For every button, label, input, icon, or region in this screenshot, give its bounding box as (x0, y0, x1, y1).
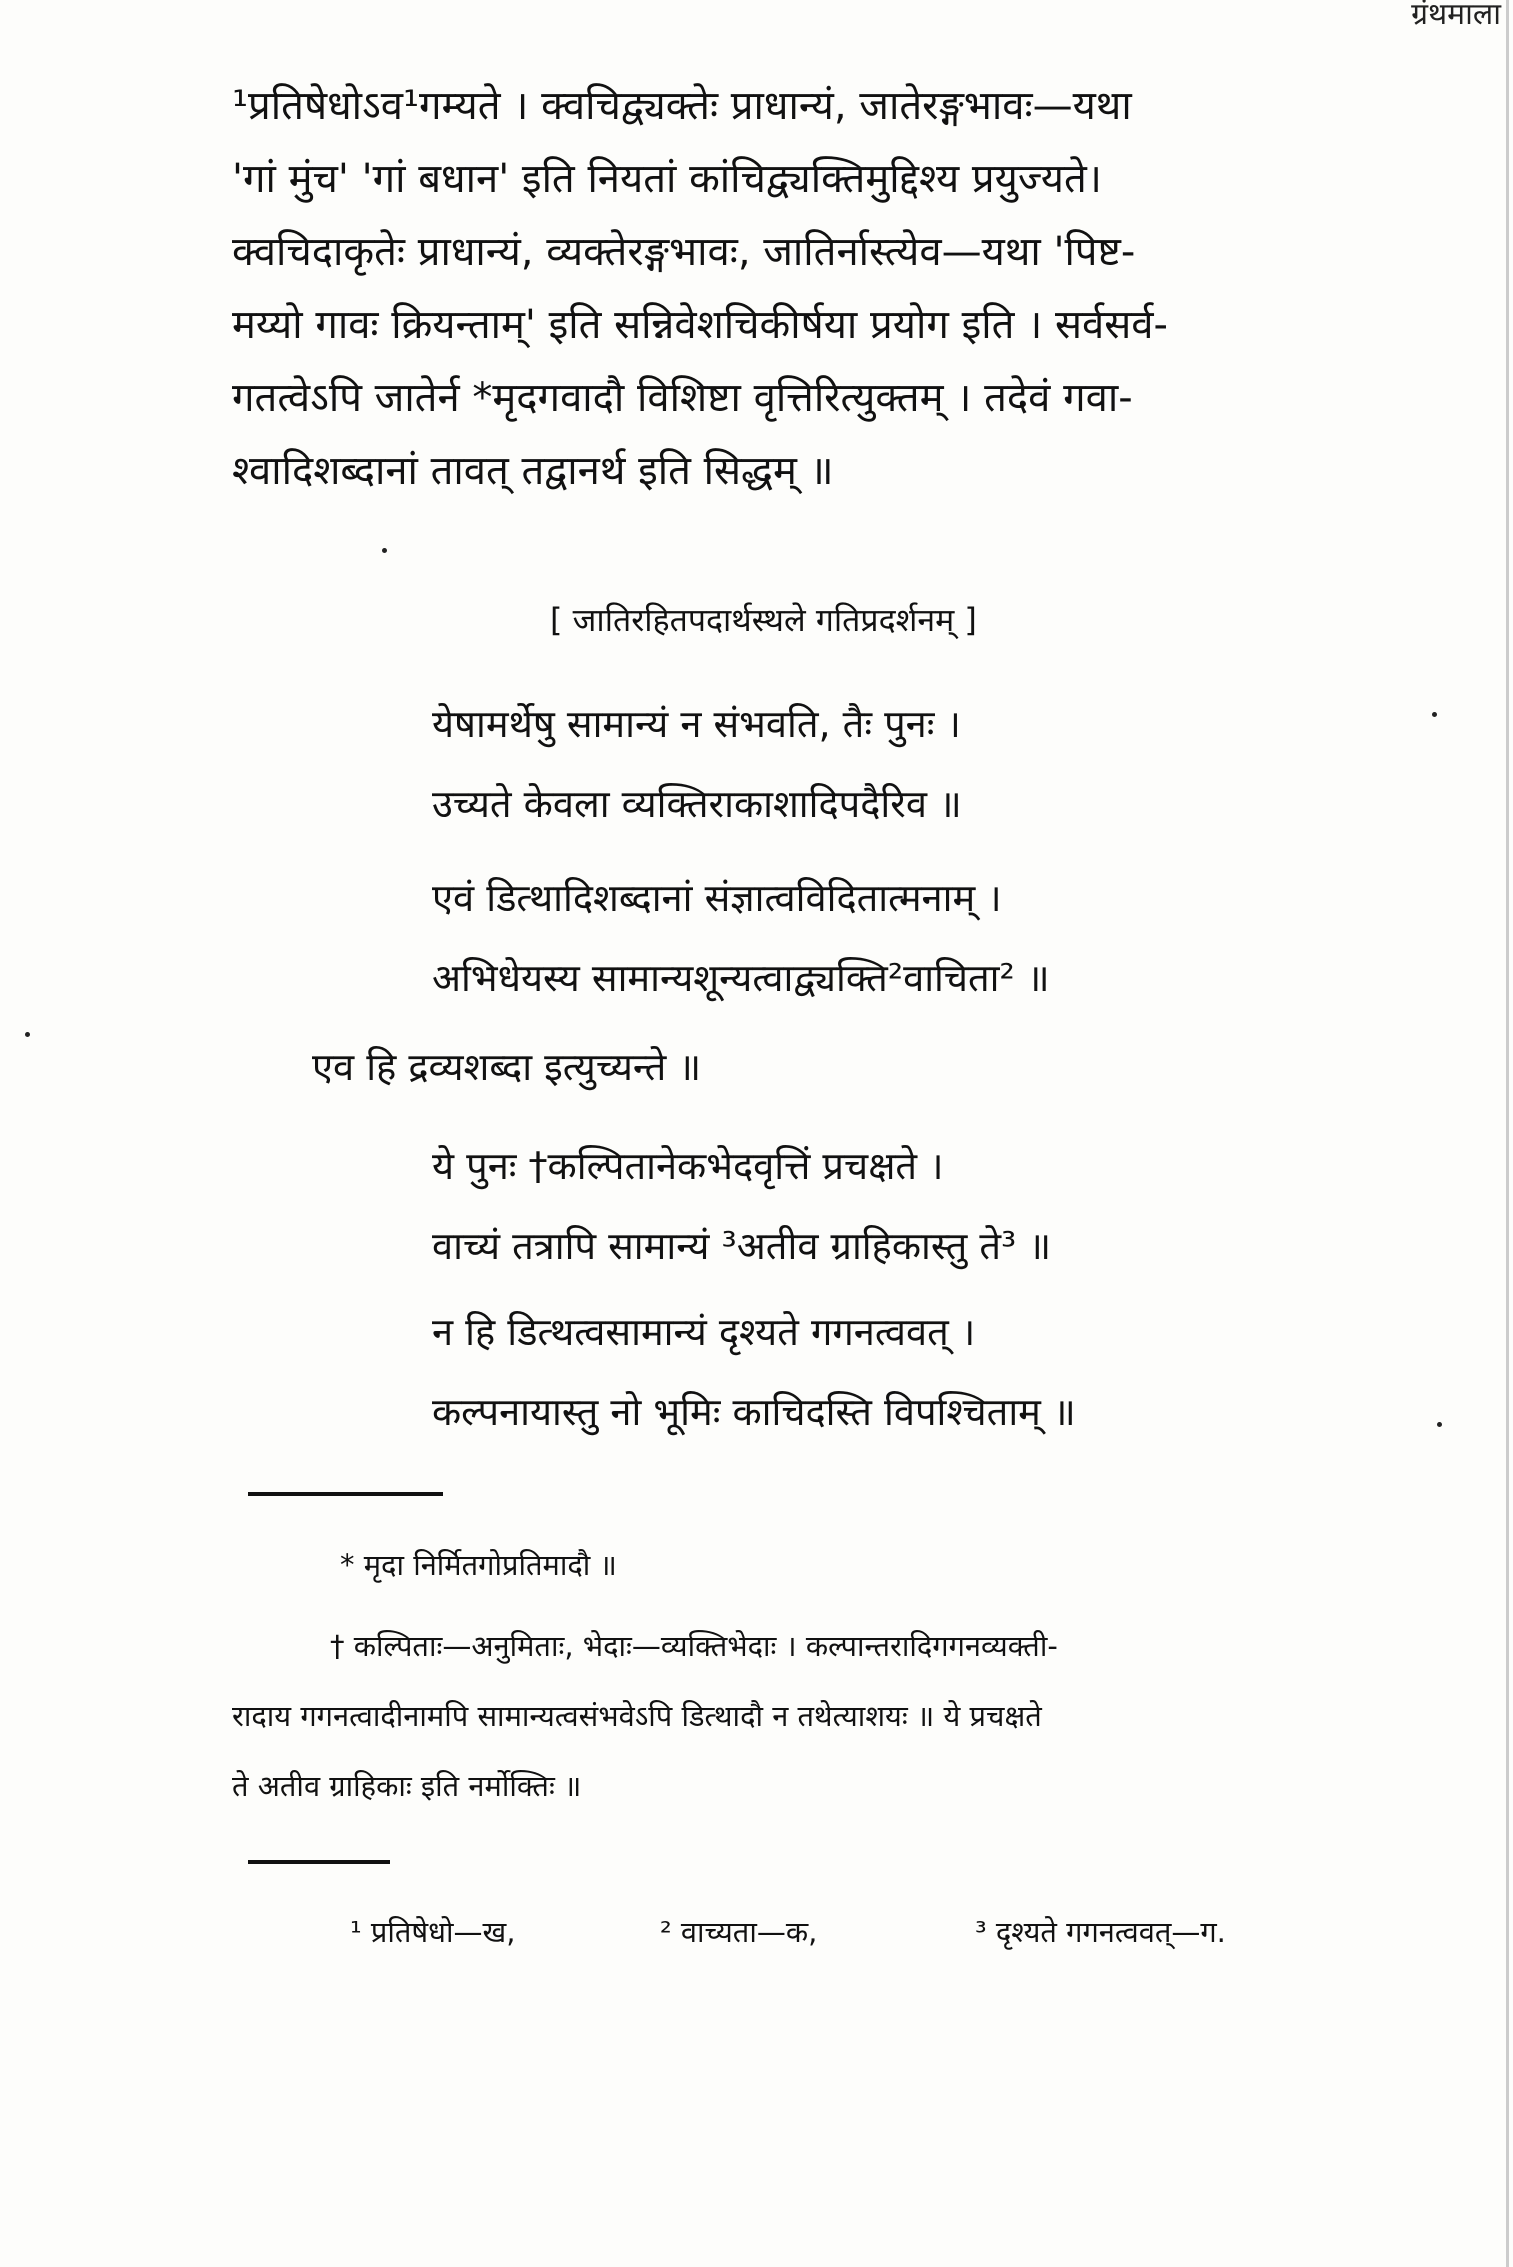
variant-reading-2: ² वाच्यता—क, (660, 1915, 818, 1949)
footnote-dagger-line: रादाय गगनत्वादीनामपि सामान्यत्वसंभवेऽपि डित्थादौ न तथेत्याशयः ॥ ये प्रचक्षते (232, 1699, 1042, 1733)
scan-speck (382, 548, 387, 553)
paragraph-line: 'गां मुंच' 'गां बधान' इति नियतां कांचिद्व्यक्तिमुद्दिश्य प्रयुज्यते। (232, 156, 1102, 202)
intro-paragraph (232, 70, 1442, 508)
verse-line: वाच्यं तत्रापि सामान्यं ³अतीव ग्राहिकास्तु ते³ ॥ (432, 1224, 1052, 1268)
verse-line: उच्यते केवला व्यक्तिराकाशादिपदैरिव ॥ (432, 782, 962, 826)
verse-line: न हि डित्थत्वसामान्यं दृश्यते गगनत्ववत् । (432, 1310, 976, 1354)
verse-line: अभिधेयस्य सामान्यशून्यत्वाद्व्यक्ति²वाचिता² ॥ (432, 956, 1050, 1000)
verse-line: येषामर्थेषु सामान्यं न संभवति, तैः पुनः । (432, 702, 961, 746)
verse-line: एवं डित्थादिशब्दानां संज्ञात्वविदितात्मनाम् । (432, 876, 1002, 920)
paragraph-line: श्वादिशब्दानां तावत् तद्वानर्थ इति सिद्धम् ॥ (232, 448, 834, 494)
paragraph-line: क्वचिदाकृतेः प्राधान्यं, व्यक्तेरङ्गभावः, जातिर्नास्त्येव—यथा 'पिष्ट- (232, 229, 1136, 275)
paragraph-line: ¹प्रतिषेधोऽव¹गम्यते । क्वचिद्व्यक्तेः प्राधान्यं, जातेरङ्गभावः—यथा (232, 83, 1132, 129)
variants-separator (248, 1860, 390, 1864)
scan-speck (1432, 712, 1437, 717)
paragraph-line: गतत्वेऽपि जातेर्न *मृदगवादौ विशिष्टा वृत्तिरित्युक्तम् । तदेवं गवा- (232, 375, 1133, 421)
verse-4 (432, 1292, 1076, 1452)
verse-line: कल्पनायास्तु नो भूमिः काचिदस्ति विपश्चिताम् ॥ (432, 1390, 1076, 1434)
footnote-separator (248, 1492, 443, 1496)
variant-reading-3: ³ दृश्यते गगनत्ववत्—ग. (975, 1915, 1226, 1949)
footnote-dagger-line: ते अतीव ग्राहिकाः इति नर्मोक्तिः ॥ (232, 1769, 582, 1803)
footnote-star: * मृदा निर्मितगोप्रतिमादौ ॥ (340, 1548, 617, 1582)
scan-speck (25, 1032, 30, 1037)
paragraph-line: मय्यो गावः क्रियन्ताम्' इति सन्निवेशचिकीर्षया प्रयोग इति । सर्वसर्व- (232, 302, 1168, 348)
scan-speck (1437, 1422, 1442, 1427)
verse-line: ये पुनः †कल्पितानेकभेदवृत्तिं प्रचक्षते । (432, 1144, 944, 1188)
verse-2 (432, 858, 1050, 1018)
section-heading: [ जातिरहितपदार्थस्थले गतिप्रदर्शनम् ] (550, 601, 977, 639)
prose-line: एव हि द्रव्यशब्दा इत्युच्यन्ते ॥ (312, 1045, 702, 1089)
verse-1 (432, 684, 962, 844)
running-head: ग्रंथमाला (1411, 0, 1501, 32)
footnote-dagger-line: † कल्पिताः—अनुमिताः, भेदाः—व्यक्तिभेदाः । कल्पान्तरादिगगनव्यक्ती- (330, 1629, 1058, 1663)
variant-reading-1: ¹ प्रतिषेधो—ख, (350, 1915, 516, 1949)
page-edge (1506, 0, 1509, 2267)
verse-3 (432, 1126, 1051, 1286)
